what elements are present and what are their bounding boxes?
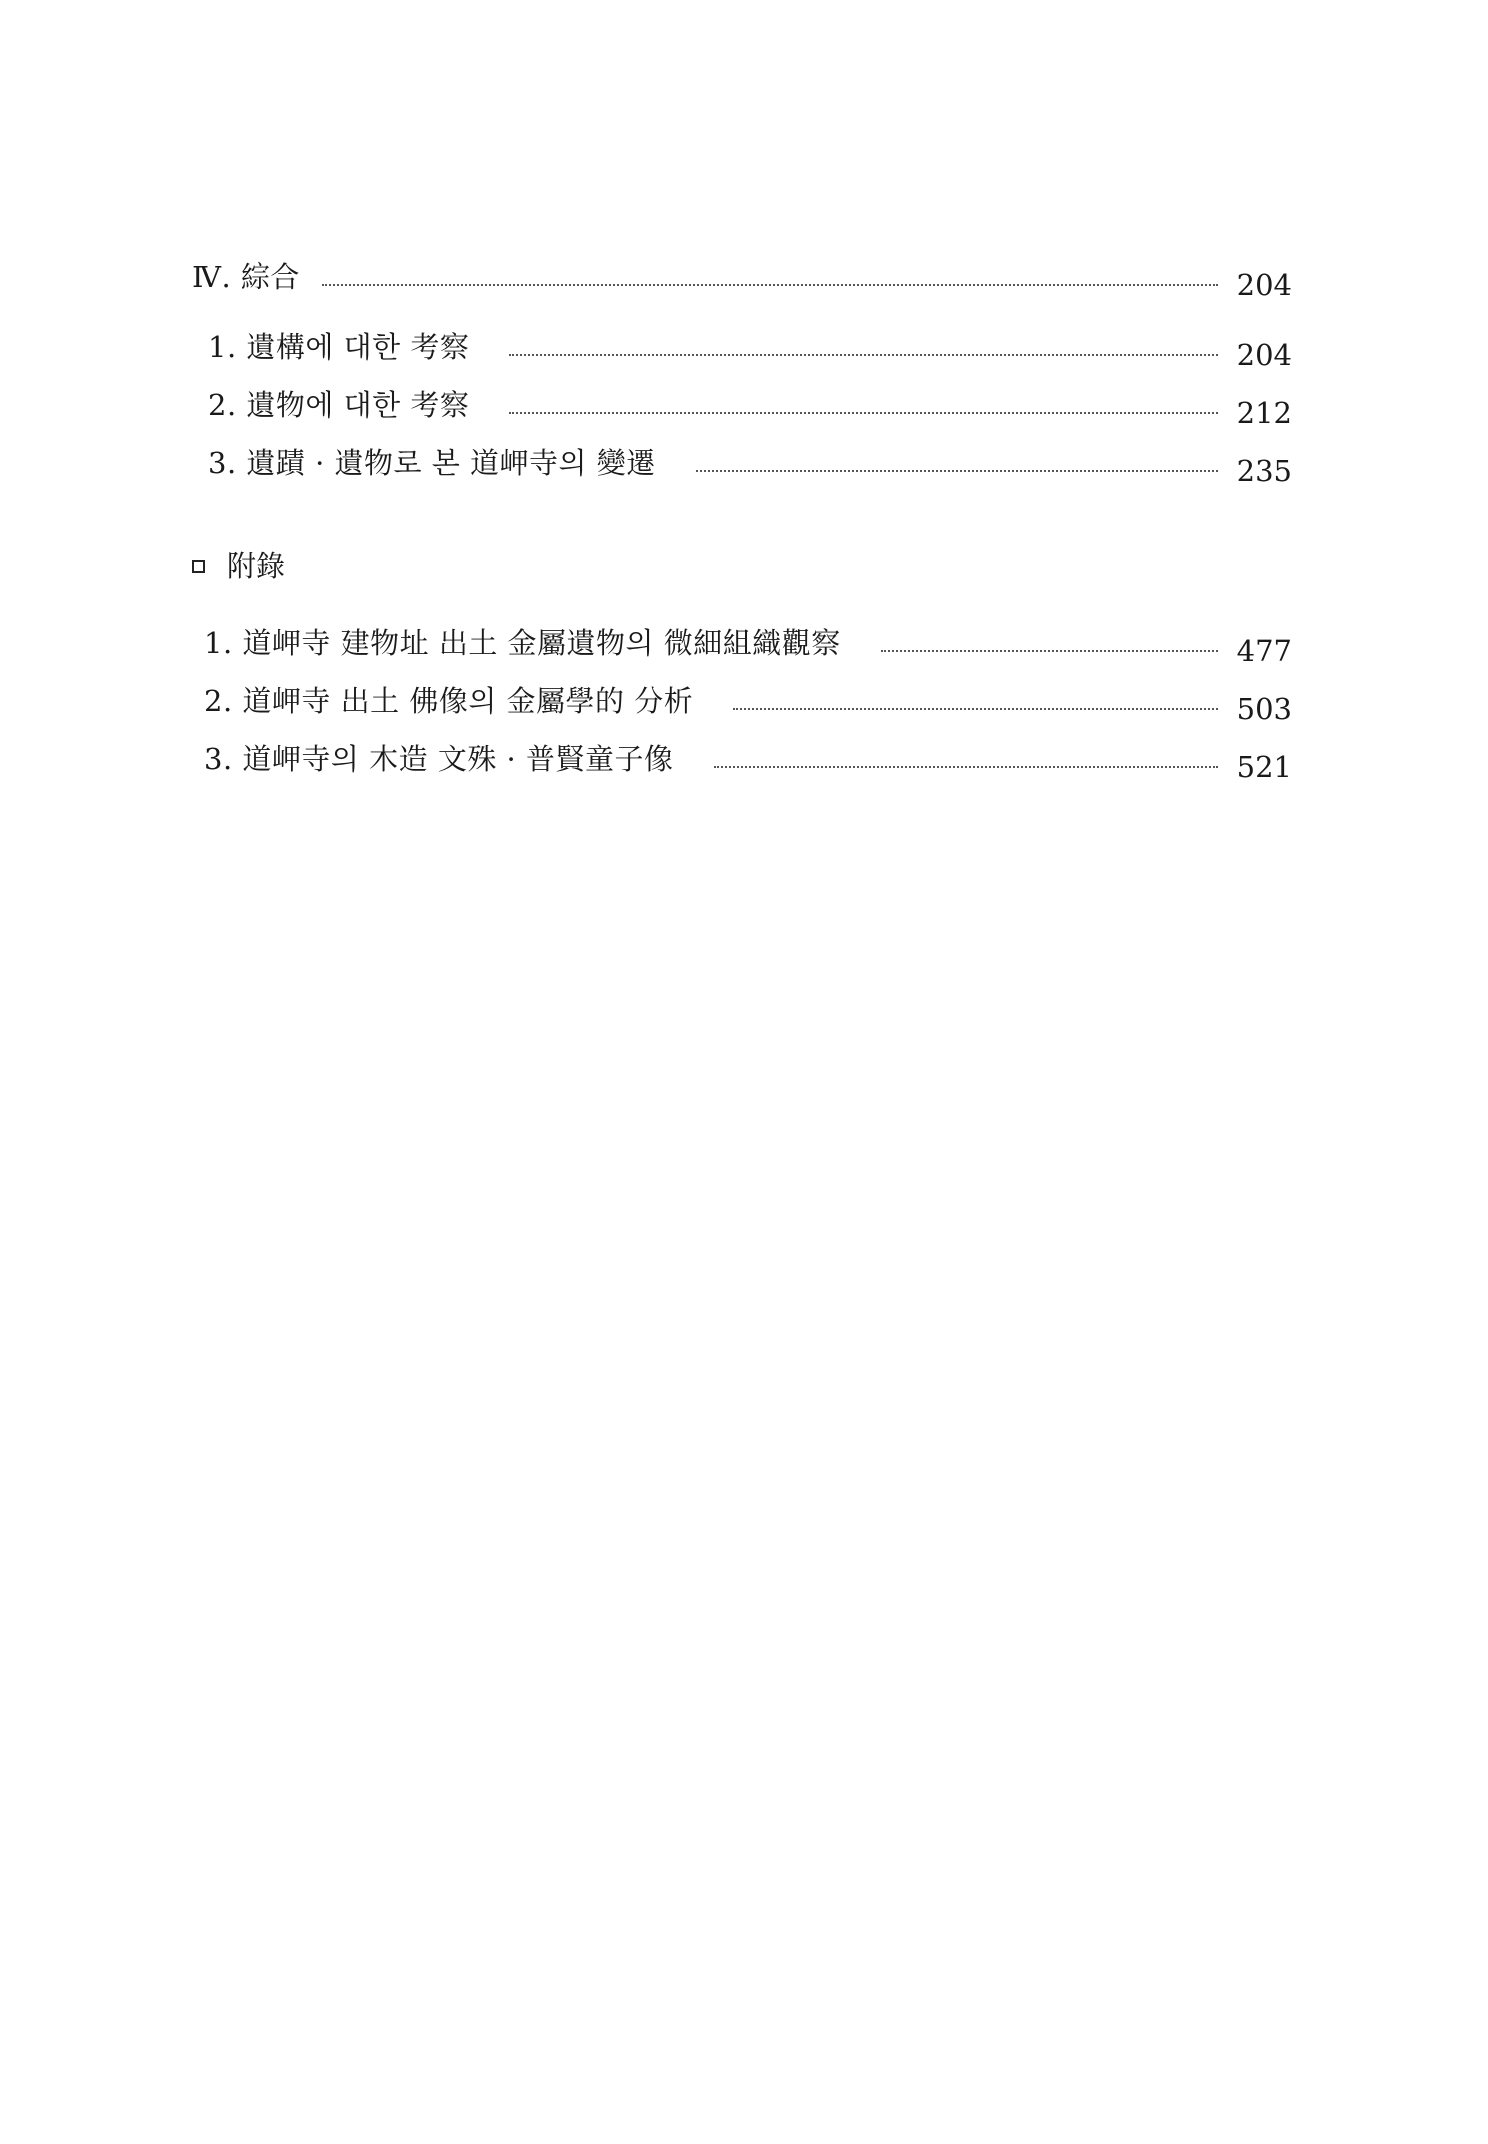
toc-entry-page: 521 — [1236, 750, 1292, 784]
toc-entry-appendix-2[interactable] — [204, 672, 1292, 726]
toc-entry-page: 235 — [1236, 454, 1292, 488]
leader-dots — [509, 354, 1218, 356]
leader-dots — [696, 470, 1218, 472]
toc-entry-label: Ⅳ. 綜合 — [192, 260, 300, 294]
toc-entry-label: 3. 遺蹟 · 遺物로 본 道岬寺의 變遷 — [208, 446, 656, 480]
appendix-heading — [192, 546, 285, 586]
leader-dots — [733, 708, 1218, 710]
toc-entry-section4-1[interactable] — [208, 318, 1292, 372]
toc-entry-appendix-3[interactable] — [204, 730, 1292, 784]
leader-dots — [714, 766, 1219, 768]
leader-dots — [322, 284, 1218, 286]
toc-entry-label: 1. 遺構에 대한 考察 — [208, 330, 470, 364]
toc-entry-page: 503 — [1236, 692, 1292, 726]
toc-entry-section4-3[interactable] — [208, 434, 1292, 488]
toc-entry-section4-2[interactable] — [208, 376, 1292, 430]
toc-entry-label: 2. 遺物에 대한 考察 — [208, 388, 470, 422]
toc-entry-label: 1. 道岬寺 建物址 出土 金屬遺物의 微細組織觀察 — [204, 626, 841, 660]
toc-entry-page: 477 — [1236, 634, 1292, 668]
toc-entry-label: 3. 道岬寺의 木造 文殊 · 普賢童子像 — [204, 742, 674, 776]
appendix-title: 附錄 — [227, 548, 286, 583]
leader-dots — [881, 650, 1218, 652]
toc-entry-page: 204 — [1236, 338, 1292, 372]
square-bullet-icon — [192, 560, 205, 573]
toc-entry-label: 2. 道岬寺 出土 佛像의 金屬學的 分析 — [204, 684, 694, 718]
toc-entry-page: 204 — [1236, 268, 1292, 302]
toc-entry-appendix-1[interactable] — [204, 614, 1292, 668]
leader-dots — [509, 412, 1218, 414]
toc-entry-page: 212 — [1236, 396, 1292, 430]
toc-entry-section4[interactable] — [192, 248, 1292, 302]
